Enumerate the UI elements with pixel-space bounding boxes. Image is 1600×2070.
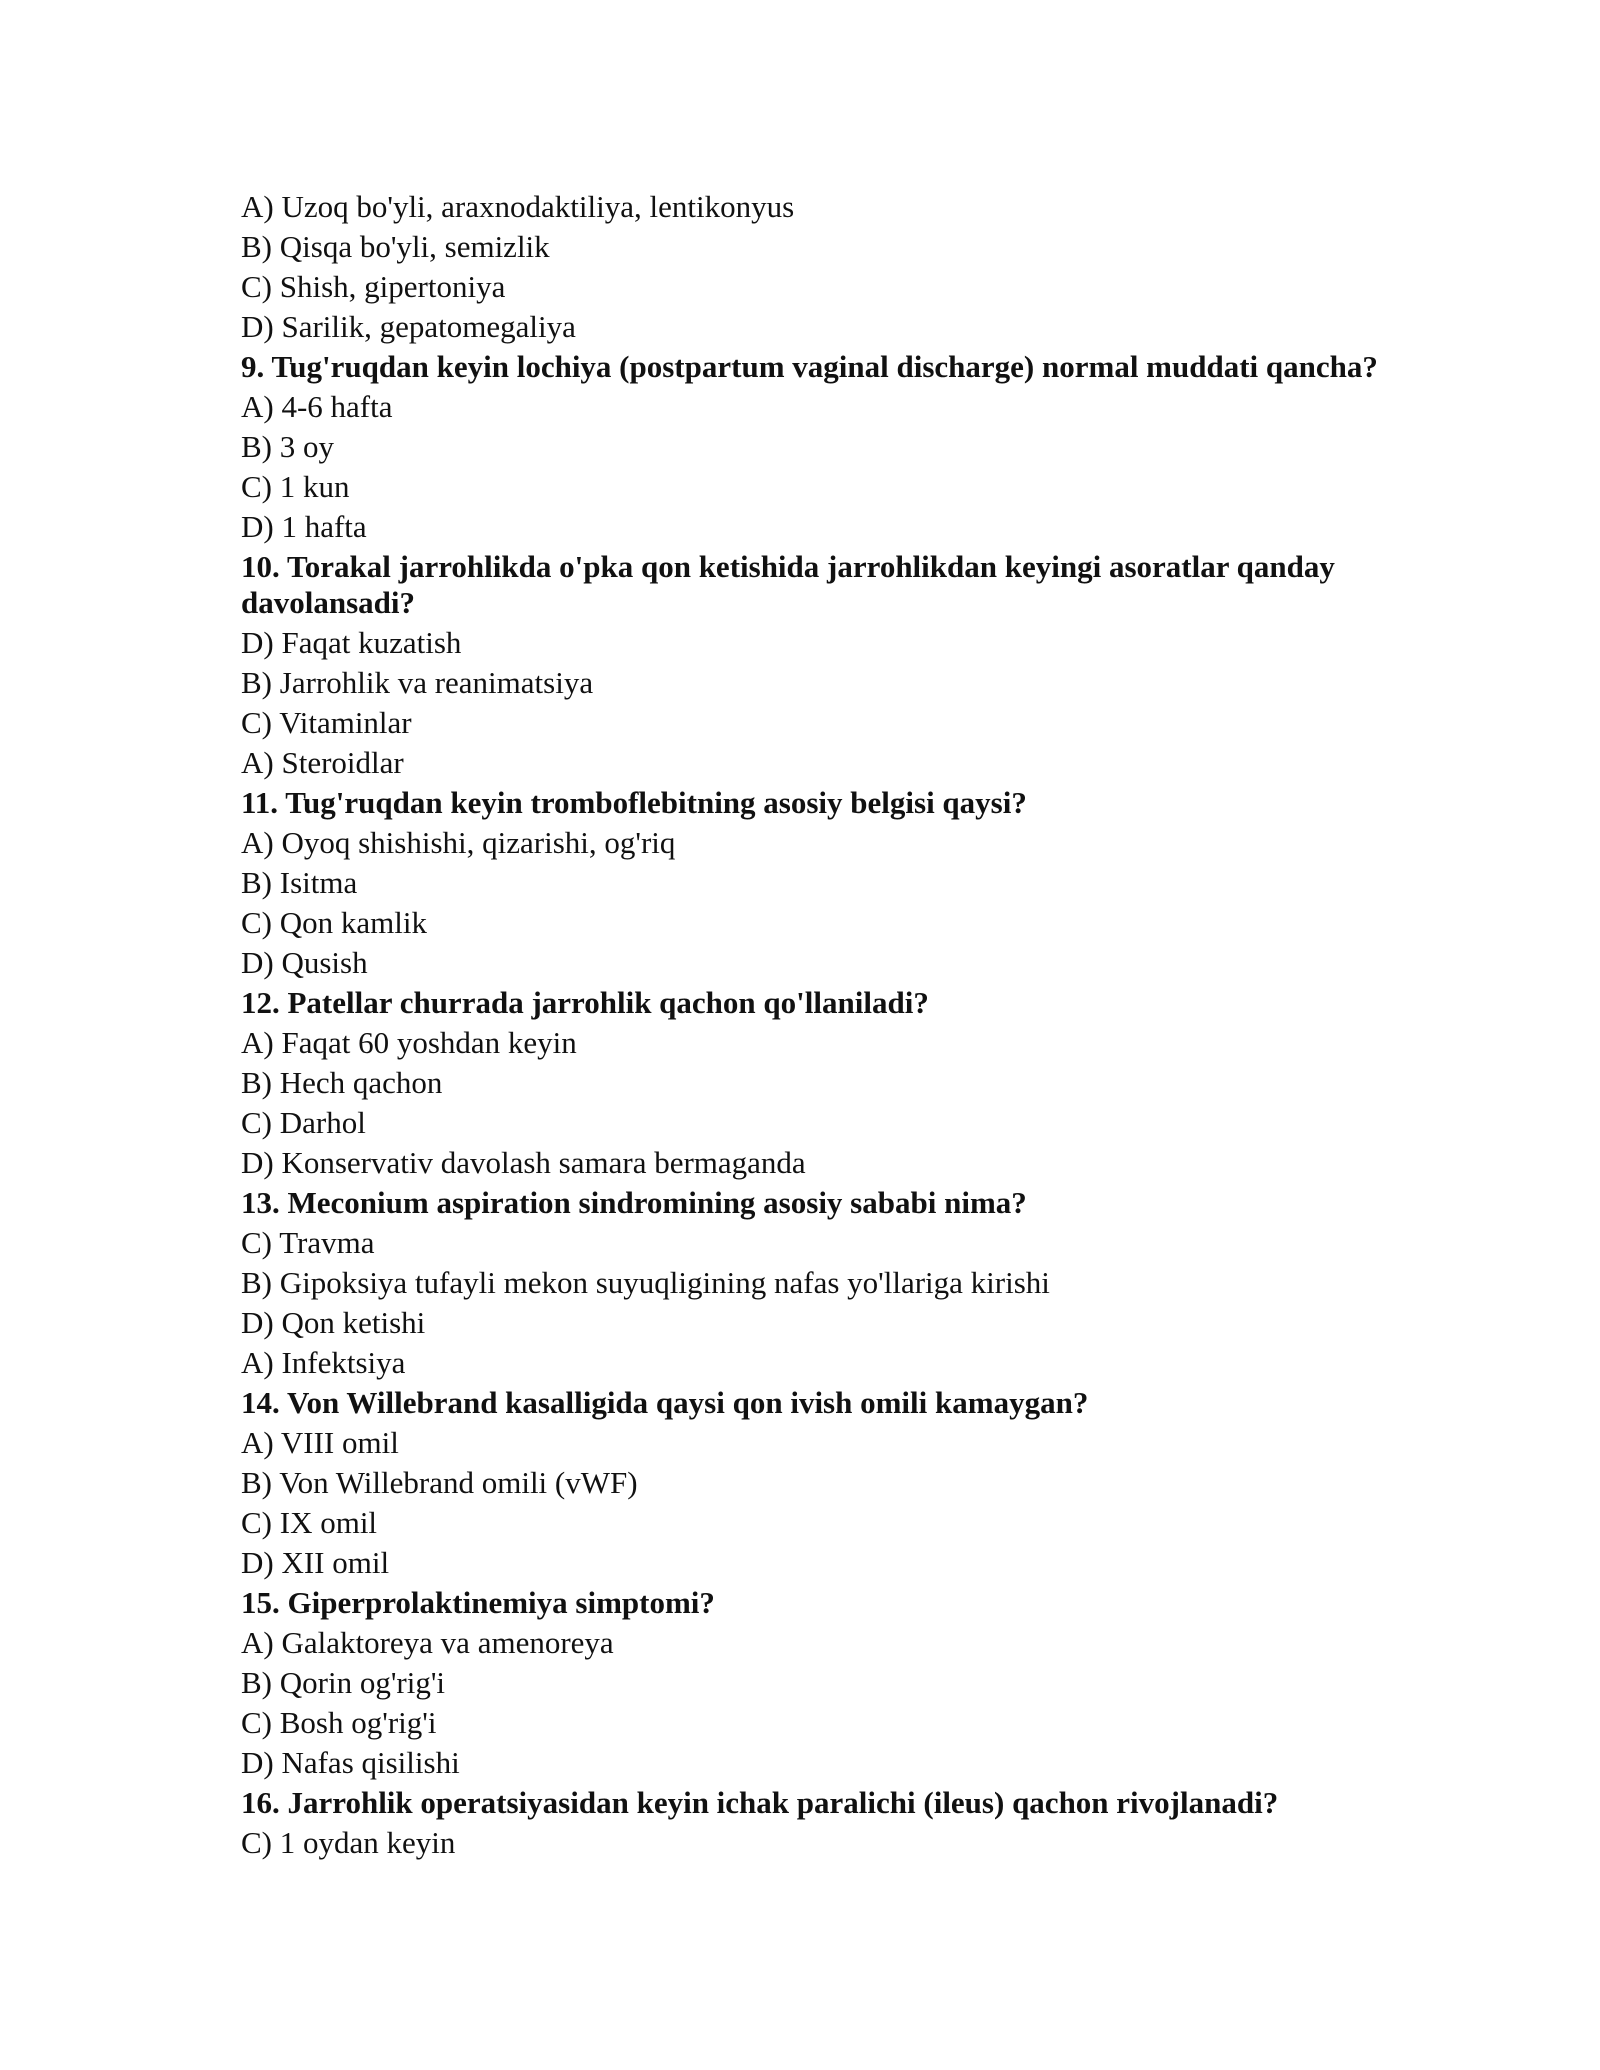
question-12: 12. Patellar churrada jarrohlik qachon qo'llaniladi?	[241, 985, 929, 1020]
answer-option: C) Vitaminlar	[241, 705, 412, 740]
answer-option: B) Gipoksiya tufayli mekon suyuqligining nafas yo'llariga kirishi	[241, 1265, 1050, 1300]
answer-option: B) Qorin og'rig'i	[241, 1665, 446, 1700]
answer-option: B) Qisqa bo'yli, semizlik	[241, 229, 550, 264]
answer-option: A) VIII omil	[241, 1425, 399, 1460]
answer-option: A) Steroidlar	[241, 745, 404, 780]
quiz-content	[241, 187, 1411, 1863]
question-15: 15. Giperprolaktinemiya simptomi?	[241, 1585, 715, 1620]
answer-option: C) 1 kun	[241, 469, 350, 504]
answer-option: D) Qon ketishi	[241, 1305, 426, 1340]
answer-option: C) Travma	[241, 1225, 375, 1260]
answer-option: A) Infektsiya	[241, 1345, 406, 1380]
answer-option: A) Uzoq bo'yli, araxnodaktiliya, lentikonyus	[241, 189, 795, 224]
answer-option: B) Hech qachon	[241, 1065, 443, 1100]
answer-option: C) Shish, gipertoniya	[241, 269, 506, 304]
answer-option: B) Jarrohlik va reanimatsiya	[241, 665, 594, 700]
answer-option: D) Faqat kuzatish	[241, 625, 462, 660]
answer-option: C) IX omil	[241, 1505, 378, 1540]
question-11: 11. Tug'ruqdan keyin tromboflebitning asosiy belgisi qaysi?	[241, 785, 1027, 820]
answer-option: B) Von Willebrand omili (vWF)	[241, 1465, 638, 1500]
question-9: 9. Tug'ruqdan keyin lochiya (postpartum vaginal discharge) normal muddati qancha?	[241, 349, 1378, 384]
answer-option: B) Isitma	[241, 865, 358, 900]
question-10: 10. Torakal jarrohlikda o'pka qon ketishida jarrohlikdan keyingi asoratlar qanday davolansadi?	[241, 549, 1335, 620]
answer-option: C) 1 oydan keyin	[241, 1825, 456, 1860]
answer-option: C) Qon kamlik	[241, 905, 427, 940]
answer-option: A) Faqat 60 yoshdan keyin	[241, 1025, 577, 1060]
answer-option: D) 1 hafta	[241, 509, 367, 544]
answer-option: C) Darhol	[241, 1105, 366, 1140]
answer-option: A) Galaktoreya va amenoreya	[241, 1625, 614, 1660]
answer-option: B) 3 oy	[241, 429, 334, 464]
answer-option: D) Konservativ davolash samara bermaganda	[241, 1145, 806, 1180]
question-13: 13. Meconium aspiration sindromining asosiy sababi nima?	[241, 1185, 1027, 1220]
answer-option: D) Sarilik, gepatomegaliya	[241, 309, 576, 344]
question-16: 16. Jarrohlik operatsiyasidan keyin ichak paralichi (ileus) qachon rivojlanadi?	[241, 1785, 1279, 1820]
answer-option: D) Nafas qisilishi	[241, 1745, 460, 1780]
answer-option: D) XII omil	[241, 1545, 390, 1580]
answer-option: A) 4-6 hafta	[241, 389, 393, 424]
answer-option: C) Bosh og'rig'i	[241, 1705, 437, 1740]
answer-option: D) Qusish	[241, 945, 368, 980]
question-14: 14. Von Willebrand kasalligida qaysi qon ivish omili kamaygan?	[241, 1385, 1089, 1420]
answer-option: A) Oyoq shishishi, qizarishi, og'riq	[241, 825, 676, 860]
